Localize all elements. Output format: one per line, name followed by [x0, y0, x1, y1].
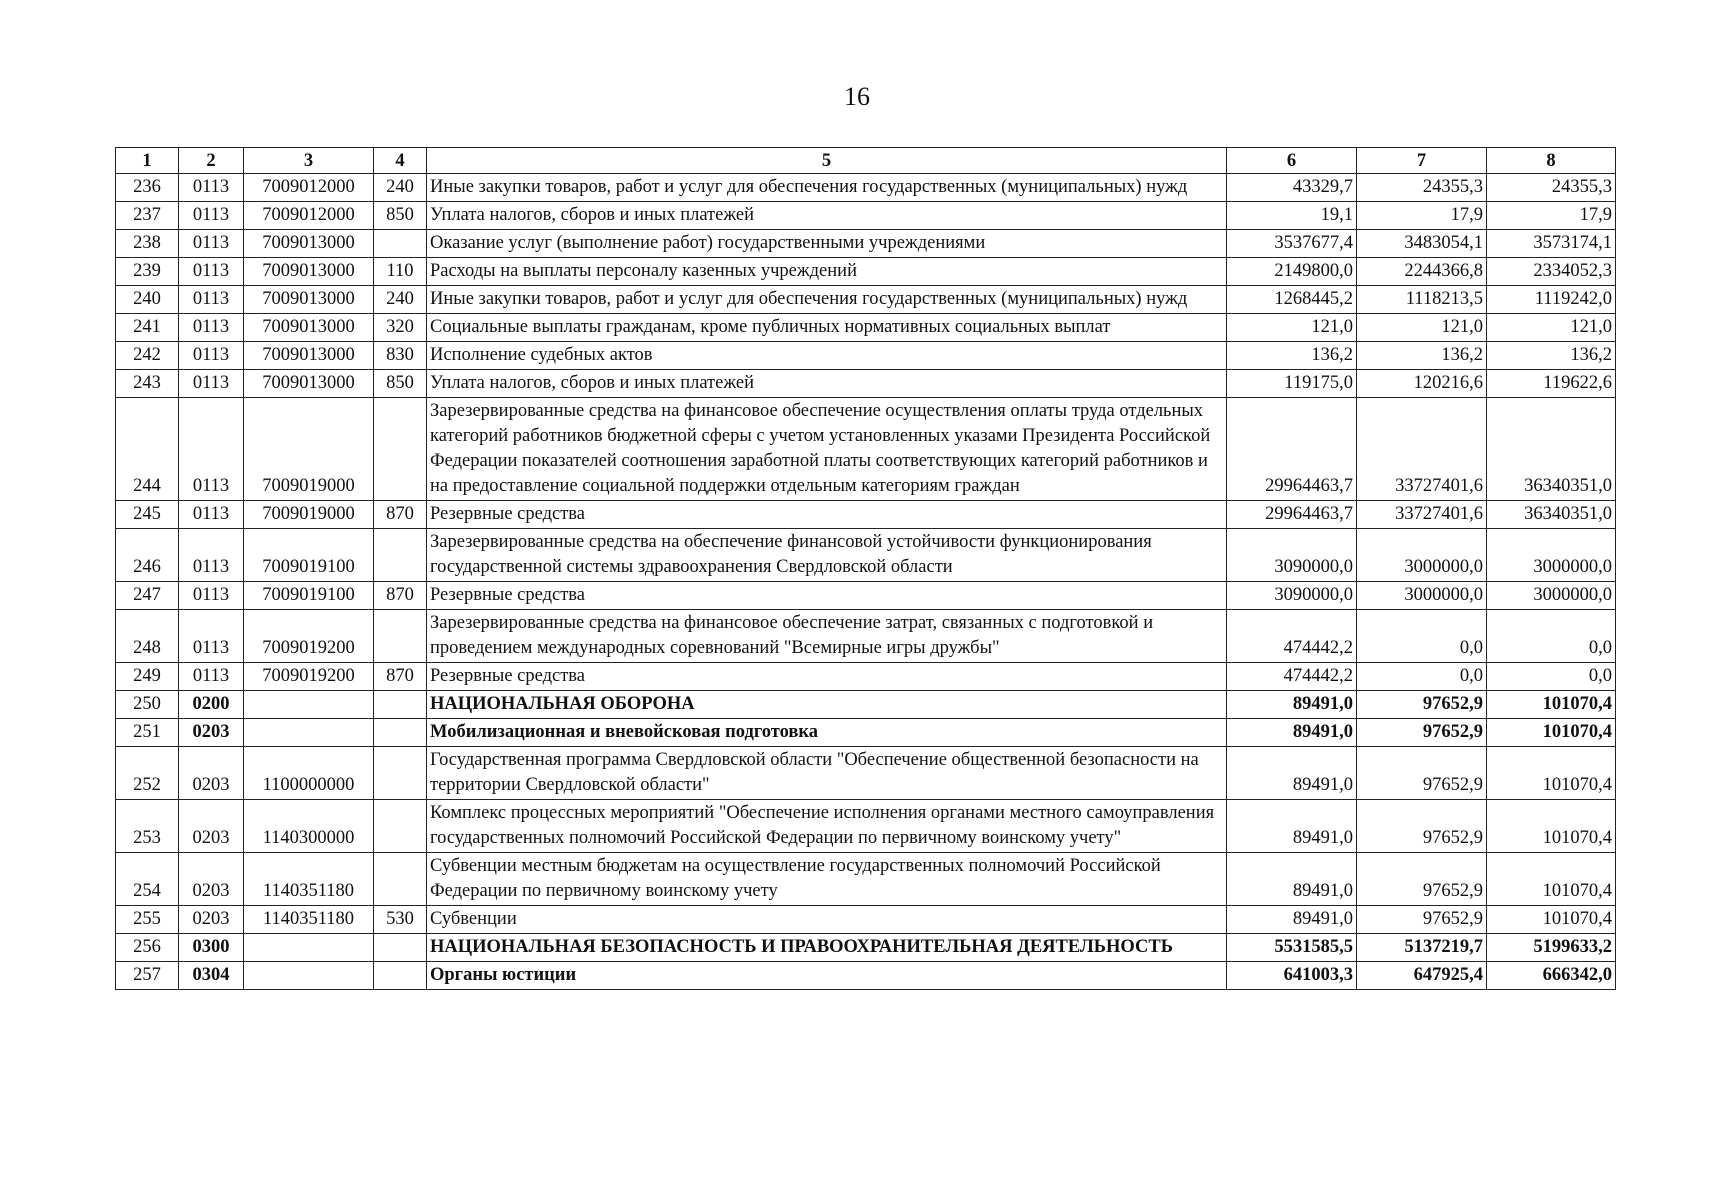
section-code: 0304	[179, 962, 244, 990]
expense-name: Уплата налогов, сборов и иных платежей	[427, 370, 1227, 398]
amount-col-6: 121,0	[1227, 314, 1357, 342]
row-number: 251	[116, 719, 179, 747]
expense-type-code: 870	[374, 501, 427, 529]
table-body	[116, 174, 1616, 990]
row-number: 256	[116, 934, 179, 962]
amount-col-8: 101070,4	[1487, 800, 1616, 853]
amount-col-8: 0,0	[1487, 610, 1616, 663]
amount-col-7: 0,0	[1357, 610, 1487, 663]
page-number: 16	[844, 82, 870, 111]
amount-col-7: 17,9	[1357, 202, 1487, 230]
amount-col-6: 136,2	[1227, 342, 1357, 370]
amount-col-6: 89491,0	[1227, 853, 1357, 906]
expense-name: Резервные средства	[427, 582, 1227, 610]
table-row	[116, 258, 1616, 286]
expense-type-code: 110	[374, 258, 427, 286]
section-code: 0113	[179, 342, 244, 370]
expense-name: Иные закупки товаров, работ и услуг для обеспечения государственных (муниципальных) нужд	[427, 174, 1227, 202]
amount-col-7: 97652,9	[1357, 691, 1487, 719]
row-number: 237	[116, 202, 179, 230]
expense-name: Оказание услуг (выполнение работ) государственными учреждениями	[427, 230, 1227, 258]
amount-col-6: 19,1	[1227, 202, 1357, 230]
amount-col-8: 3000000,0	[1487, 529, 1616, 582]
amount-col-6: 3090000,0	[1227, 529, 1357, 582]
row-number: 246	[116, 529, 179, 582]
expense-type-code	[374, 529, 427, 582]
target-article-code: 7009019100	[244, 582, 374, 610]
amount-col-8: 666342,0	[1487, 962, 1616, 990]
expense-name: Зарезервированные средства на обеспечение финансовой устойчивости функционирования государственной системы здравоохранения Свердловской области	[427, 529, 1227, 582]
target-article-code: 7009019000	[244, 398, 374, 501]
table-row	[116, 314, 1616, 342]
header-col-8: 8	[1487, 148, 1616, 174]
amount-col-7: 647925,4	[1357, 962, 1487, 990]
section-code: 0113	[179, 582, 244, 610]
amount-col-8: 5199633,2	[1487, 934, 1616, 962]
section-code: 0113	[179, 230, 244, 258]
header-col-6: 6	[1227, 148, 1357, 174]
table-row	[116, 719, 1616, 747]
expense-type-code: 870	[374, 582, 427, 610]
amount-col-7: 136,2	[1357, 342, 1487, 370]
header-col-3: 3	[244, 148, 374, 174]
target-article-code: 7009019100	[244, 529, 374, 582]
target-article-code	[244, 962, 374, 990]
section-code: 0200	[179, 691, 244, 719]
section-code: 0113	[179, 529, 244, 582]
amount-col-8: 36340351,0	[1487, 501, 1616, 529]
amount-col-8: 1119242,0	[1487, 286, 1616, 314]
row-number: 243	[116, 370, 179, 398]
amount-col-7: 97652,9	[1357, 853, 1487, 906]
row-number: 247	[116, 582, 179, 610]
expense-type-code	[374, 719, 427, 747]
table-row	[116, 663, 1616, 691]
section-code: 0113	[179, 610, 244, 663]
target-article-code: 7009012000	[244, 174, 374, 202]
table-row	[116, 174, 1616, 202]
expense-type-code: 530	[374, 906, 427, 934]
expense-type-code	[374, 934, 427, 962]
table-row	[116, 934, 1616, 962]
amount-col-6: 89491,0	[1227, 747, 1357, 800]
table-row	[116, 398, 1616, 501]
amount-col-6: 1268445,2	[1227, 286, 1357, 314]
header-col-1: 1	[116, 148, 179, 174]
row-number: 240	[116, 286, 179, 314]
amount-col-7: 0,0	[1357, 663, 1487, 691]
amount-col-8: 17,9	[1487, 202, 1616, 230]
amount-col-7: 97652,9	[1357, 747, 1487, 800]
expense-name: Зарезервированные средства на финансовое обеспечение осуществления оплаты труда отдельных категорий работников бюджетной сферы с учетом установленных указами Президента Российской Федерации показателей соотношения заработной платы соответствующих категорий работников и на предоставление социальной поддержки отдельным категориям граждан	[427, 398, 1227, 501]
expense-type-code: 830	[374, 342, 427, 370]
amount-col-8: 3000000,0	[1487, 582, 1616, 610]
expense-name: Зарезервированные средства на финансовое обеспечение затрат, связанных с подготовкой и проведением международных соревнований "Всемирные игры дружбы"	[427, 610, 1227, 663]
table-row	[116, 342, 1616, 370]
expense-type-code: 240	[374, 174, 427, 202]
amount-col-7: 5137219,7	[1357, 934, 1487, 962]
section-code: 0203	[179, 719, 244, 747]
amount-col-8: 121,0	[1487, 314, 1616, 342]
table-row	[116, 501, 1616, 529]
expense-name: Социальные выплаты гражданам, кроме публичных нормативных социальных выплат	[427, 314, 1227, 342]
amount-col-8: 101070,4	[1487, 853, 1616, 906]
amount-col-6: 89491,0	[1227, 906, 1357, 934]
amount-col-7: 3483054,1	[1357, 230, 1487, 258]
amount-col-6: 89491,0	[1227, 719, 1357, 747]
expense-type-code	[374, 398, 427, 501]
expense-name: Резервные средства	[427, 501, 1227, 529]
section-code: 0113	[179, 398, 244, 501]
row-number: 238	[116, 230, 179, 258]
expense-type-code	[374, 610, 427, 663]
row-number: 249	[116, 663, 179, 691]
expense-name: Исполнение судебных актов	[427, 342, 1227, 370]
amount-col-6: 474442,2	[1227, 610, 1357, 663]
target-article-code: 7009013000	[244, 230, 374, 258]
amount-col-6: 5531585,5	[1227, 934, 1357, 962]
amount-col-6: 474442,2	[1227, 663, 1357, 691]
expense-name: НАЦИОНАЛЬНАЯ БЕЗОПАСНОСТЬ И ПРАВООХРАНИТЕЛЬНАЯ ДЕЯТЕЛЬНОСТЬ	[427, 934, 1227, 962]
table-row	[116, 202, 1616, 230]
table-row	[116, 286, 1616, 314]
table-row	[116, 800, 1616, 853]
amount-col-6: 89491,0	[1227, 691, 1357, 719]
section-code: 0113	[179, 370, 244, 398]
expense-type-code	[374, 230, 427, 258]
amount-col-7: 97652,9	[1357, 906, 1487, 934]
target-article-code: 7009013000	[244, 342, 374, 370]
amount-col-7: 3000000,0	[1357, 582, 1487, 610]
row-number: 252	[116, 747, 179, 800]
section-code: 0113	[179, 286, 244, 314]
section-code: 0113	[179, 202, 244, 230]
amount-col-8: 101070,4	[1487, 691, 1616, 719]
row-number: 244	[116, 398, 179, 501]
amount-col-7: 2244366,8	[1357, 258, 1487, 286]
target-article-code: 7009012000	[244, 202, 374, 230]
expense-name: Органы юстиции	[427, 962, 1227, 990]
amount-col-6: 29964463,7	[1227, 501, 1357, 529]
target-article-code: 7009013000	[244, 258, 374, 286]
amount-col-8: 136,2	[1487, 342, 1616, 370]
target-article-code	[244, 691, 374, 719]
amount-col-6: 641003,3	[1227, 962, 1357, 990]
target-article-code: 7009013000	[244, 370, 374, 398]
expense-name: Государственная программа Свердловской области "Обеспечение общественной безопасности на территории Свердловской области"	[427, 747, 1227, 800]
amount-col-8: 3573174,1	[1487, 230, 1616, 258]
table-row	[116, 691, 1616, 719]
row-number: 257	[116, 962, 179, 990]
row-number: 250	[116, 691, 179, 719]
expense-name: Субвенции	[427, 906, 1227, 934]
header-col-7: 7	[1357, 148, 1487, 174]
row-number: 245	[116, 501, 179, 529]
amount-col-8: 0,0	[1487, 663, 1616, 691]
amount-col-7: 1118213,5	[1357, 286, 1487, 314]
row-number: 242	[116, 342, 179, 370]
section-code: 0113	[179, 501, 244, 529]
amount-col-6: 29964463,7	[1227, 398, 1357, 501]
amount-col-7: 3000000,0	[1357, 529, 1487, 582]
amount-col-6: 3537677,4	[1227, 230, 1357, 258]
amount-col-8: 101070,4	[1487, 747, 1616, 800]
row-number: 255	[116, 906, 179, 934]
row-number: 253	[116, 800, 179, 853]
row-number: 254	[116, 853, 179, 906]
amount-col-7: 121,0	[1357, 314, 1487, 342]
section-code: 0113	[179, 314, 244, 342]
expense-name: Иные закупки товаров, работ и услуг для обеспечения государственных (муниципальных) нужд	[427, 286, 1227, 314]
amount-col-6: 3090000,0	[1227, 582, 1357, 610]
table-row	[116, 529, 1616, 582]
section-code: 0203	[179, 800, 244, 853]
row-number: 239	[116, 258, 179, 286]
table-row	[116, 610, 1616, 663]
expense-name: Мобилизационная и вневойсковая подготовка	[427, 719, 1227, 747]
section-code: 0113	[179, 258, 244, 286]
table-row	[116, 370, 1616, 398]
row-number: 236	[116, 174, 179, 202]
table-row	[116, 853, 1616, 906]
expense-type-code: 320	[374, 314, 427, 342]
expense-type-code: 850	[374, 202, 427, 230]
section-code: 0203	[179, 853, 244, 906]
amount-col-7: 33727401,6	[1357, 501, 1487, 529]
table-row	[116, 906, 1616, 934]
expense-type-code: 870	[374, 663, 427, 691]
section-code: 0203	[179, 906, 244, 934]
table-row	[116, 582, 1616, 610]
expense-name: Резервные средства	[427, 663, 1227, 691]
amount-col-7: 24355,3	[1357, 174, 1487, 202]
expense-name: Расходы на выплаты персоналу казенных учреждений	[427, 258, 1227, 286]
amount-col-6: 119175,0	[1227, 370, 1357, 398]
amount-col-7: 33727401,6	[1357, 398, 1487, 501]
amount-col-8: 101070,4	[1487, 719, 1616, 747]
amount-col-8: 36340351,0	[1487, 398, 1616, 501]
section-code: 0113	[179, 663, 244, 691]
target-article-code	[244, 719, 374, 747]
amount-col-8: 24355,3	[1487, 174, 1616, 202]
target-article-code: 7009013000	[244, 286, 374, 314]
header-col-4: 4	[374, 148, 427, 174]
table-row	[116, 230, 1616, 258]
amount-col-7: 97652,9	[1357, 800, 1487, 853]
table-row	[116, 962, 1616, 990]
expense-name: Комплекс процессных мероприятий "Обеспечение исполнения органами местного самоуправления государственных полномочий Российской Федерации по первичному воинскому учету"	[427, 800, 1227, 853]
expense-type-code	[374, 853, 427, 906]
amount-col-8: 101070,4	[1487, 906, 1616, 934]
table-header	[116, 148, 1616, 174]
section-code: 0113	[179, 174, 244, 202]
target-article-code: 1140351180	[244, 906, 374, 934]
target-article-code: 7009019000	[244, 501, 374, 529]
target-article-code: 7009013000	[244, 314, 374, 342]
budget-table	[115, 147, 1616, 990]
expense-type-code	[374, 800, 427, 853]
expense-name: Субвенции местным бюджетам на осуществление государственных полномочий Российской Федерации по первичному воинскому учету	[427, 853, 1227, 906]
amount-col-6: 2149800,0	[1227, 258, 1357, 286]
row-number: 248	[116, 610, 179, 663]
expense-type-code: 850	[374, 370, 427, 398]
target-article-code: 1140351180	[244, 853, 374, 906]
section-code: 0203	[179, 747, 244, 800]
target-article-code	[244, 934, 374, 962]
section-code: 0300	[179, 934, 244, 962]
amount-col-6: 89491,0	[1227, 800, 1357, 853]
target-article-code: 7009019200	[244, 610, 374, 663]
expense-type-code	[374, 747, 427, 800]
expense-type-code	[374, 962, 427, 990]
header-row	[116, 148, 1616, 174]
expense-name: Уплата налогов, сборов и иных платежей	[427, 202, 1227, 230]
target-article-code: 7009019200	[244, 663, 374, 691]
amount-col-6: 43329,7	[1227, 174, 1357, 202]
header-col-5: 5	[427, 148, 1227, 174]
row-number: 241	[116, 314, 179, 342]
header-col-2: 2	[179, 148, 244, 174]
amount-col-7: 120216,6	[1357, 370, 1487, 398]
expense-type-code: 240	[374, 286, 427, 314]
expense-name: НАЦИОНАЛЬНАЯ ОБОРОНА	[427, 691, 1227, 719]
amount-col-8: 119622,6	[1487, 370, 1616, 398]
table-row	[116, 747, 1616, 800]
expense-type-code	[374, 691, 427, 719]
amount-col-7: 97652,9	[1357, 719, 1487, 747]
amount-col-8: 2334052,3	[1487, 258, 1616, 286]
target-article-code: 1100000000	[244, 747, 374, 800]
target-article-code: 1140300000	[244, 800, 374, 853]
